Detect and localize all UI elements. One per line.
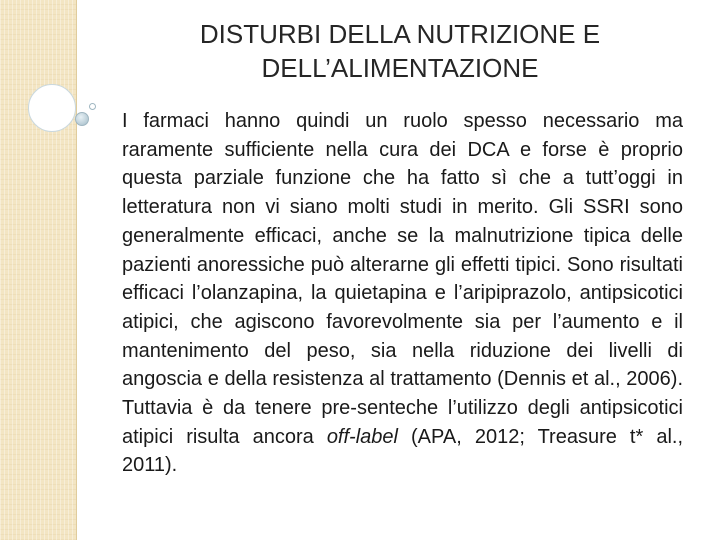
body-text-italic: off-label [326,425,398,448]
decorative-circle-icon [28,84,76,132]
body-text-part-2: (APA, 2012; Treasure t* al., 2011). [122,425,683,477]
slide-body-paragraph [122,107,683,480]
bullet-dot-icon [75,112,89,126]
slide-title [110,17,690,85]
slide-title-line-1: DISTURBI DELLA NUTRIZIONE E [199,19,601,49]
slide-title-line-2: DELL’ALIMENTAZIONE [261,53,539,83]
decorative-side-panel [0,0,77,540]
bullet-small-dot-icon [89,103,96,110]
body-text-part-1: I farmaci hanno quindi un ruolo spesso necessario ma raramente sufficiente nella cura dei DCA e forse è proprio questa parziale funzione che ha fatto sì che a tutt’oggi in letteratura non vi siano molti studi in merito. Gli SSRI sono generalmente efficaci, anche se la malnutrizione tipica delle pazienti anoressiche può alterarne gli effetti tipici. Sono risultati efficaci l’olanzapina, la quietapina e l’aripiprazolo, antipsicotici atipici, che agiscono favorevolmente sia per l’aumento e il mantenimento del peso, sia nella riduzione dei livelli di angoscia e della resistenza al trattamento (Dennis et al., 2006). Tuttavia è da tenere pre-senteche l’utilizzo degli antipsicotici atipici risulta ancora [122,110,683,448]
